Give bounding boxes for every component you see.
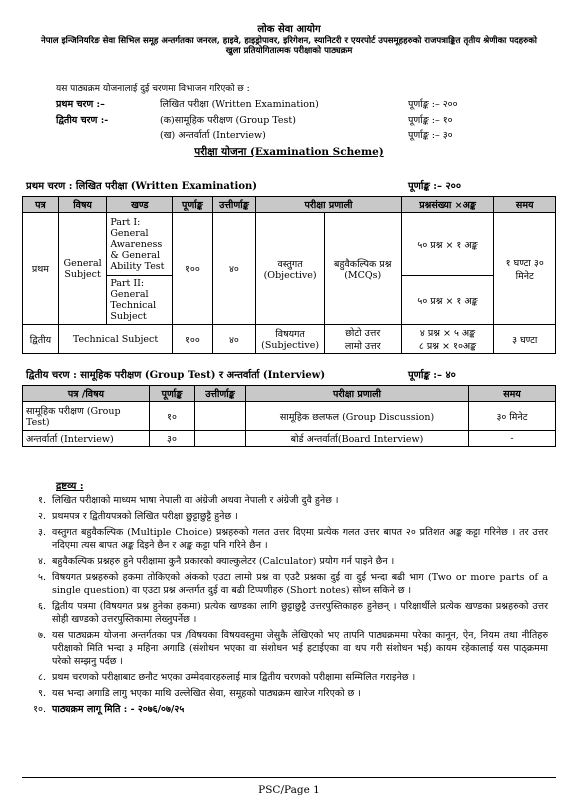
cell-exam-method xyxy=(324,325,401,354)
note-text: पाठ्यक्रम लागू मिति : - २०७६/०७/२५ xyxy=(52,704,185,715)
cell-exam-method: सामूहिक छलफल (Group Discussion) xyxy=(246,402,469,431)
table-row xyxy=(23,213,556,276)
cell-paper: प्रथम xyxy=(23,213,59,325)
cell-time: १ घण्टा ३० मिनेट xyxy=(494,213,556,325)
note-number: २. xyxy=(38,511,46,522)
method-long: लामो उत्तर xyxy=(344,341,381,352)
cell-pass-marks: ४० xyxy=(212,325,256,354)
note-number: ३. xyxy=(38,527,46,538)
notes-title: द्रष्टव्य : xyxy=(56,481,84,492)
list-item xyxy=(28,571,548,597)
list-item xyxy=(28,555,548,568)
note-text: यस भन्दा अगाडि लागु भएका माथि उल्लेखित सेवा, समूहको पाठ्यक्रम खारेज गरिएको छ । xyxy=(52,688,361,699)
intro-text: यस पाठ्यक्रम योजनालाई दुई चरणमा विभाजन गरिएको छ : xyxy=(56,84,250,94)
footer-divider xyxy=(22,777,556,778)
cell-part2: Part II: General Technical Subject xyxy=(107,276,173,325)
note-text: प्रथम चरणको परीक्षाबाट छनौट भएका उम्मेदवारहरुलाई मात्र द्वितीय चरणको परीक्षामा सम्मिलित गराइनेछ । xyxy=(52,672,416,683)
list-item xyxy=(28,494,548,507)
table-row xyxy=(23,325,556,354)
col-header: परीक्षा प्रणाली xyxy=(256,197,401,213)
col-header: प्रश्नसंख्या ×अङ्क xyxy=(401,197,494,213)
table-header-row xyxy=(23,386,556,402)
list-item xyxy=(28,671,548,684)
cell-time: ३ घण्टा xyxy=(494,325,556,354)
written-exam-table xyxy=(22,196,556,354)
note-text: यस पाठ्यक्रम योजना अन्तर्गतका पत्र /विषयका विषयवस्तुमा जेसुकै लेखिएको भए तापनि पाठ्यक्रममा परेका कानून, ऐन, नियम तथा नीतिहरु परीक्षाको मिति भन्दा ३ महिना अगाडि (संशोधन भएका वा संशोधन भई हटाईएका वा थप गरी संशोधन भई) कायम रहेकालाई यस पाठ्क्रममा परेको सम्झनु पर्दछ । xyxy=(52,630,548,667)
phase1-desc: लिखित परीक्षा (Written Examination) xyxy=(160,99,319,110)
col-header: उत्तीर्णाङ्क xyxy=(195,386,246,402)
list-item xyxy=(28,510,548,523)
col-header: पूर्णाङ्क xyxy=(173,197,212,213)
cell-time: - xyxy=(469,431,556,447)
cell-subject: अन्तर्वार्ता (Interview) xyxy=(23,431,150,447)
col-header: उत्तीर्णाङ्क xyxy=(212,197,256,213)
col-header: समय xyxy=(494,197,556,213)
col-header: खण्ड xyxy=(107,197,173,213)
commission-title: लोक सेवा आयोग xyxy=(257,24,321,35)
list-item xyxy=(28,687,548,700)
cell-exam-method: बहुवैकल्पिक प्रश्न (MCQs) xyxy=(324,213,401,325)
cell-subject: Technical Subject xyxy=(58,325,172,354)
note-number: ६. xyxy=(38,601,46,612)
section1-marks: पूर्णाङ्क :– २०० xyxy=(408,181,462,192)
table-row xyxy=(23,431,556,447)
note-number: १०. xyxy=(33,704,46,715)
cell-subject: General Subject xyxy=(58,213,106,325)
count-short: ४ प्रश्न × ५ अङ्क xyxy=(419,328,476,339)
cell-part1: Part I: General Awareness & General Ability Test xyxy=(107,213,173,276)
section2-title: द्वितीय चरण : सामूहिक परीक्षण (Group Test) र अन्तर्वार्ता (Interview) xyxy=(26,370,326,381)
cell-paper: द्वितीय xyxy=(23,325,59,354)
table-row xyxy=(23,402,556,431)
col-header: पत्र xyxy=(23,197,59,213)
cell-pass-marks xyxy=(195,431,246,447)
col-header: समय xyxy=(469,386,556,402)
cell-full-marks: १०० xyxy=(173,213,212,325)
phase1-label: प्रथम चरण :– xyxy=(56,99,105,110)
phase2a-desc: (क)सामूहिक परीक्षण (Group Test) xyxy=(160,115,296,126)
page-footer: PSC/Page 1 xyxy=(258,784,320,796)
scheme-title: परीक्षा योजना (Examination Scheme) xyxy=(194,146,384,158)
cell-exam-type: वस्तुगत (Objective) xyxy=(256,213,324,325)
note-text: बहुवैकल्पिक प्रश्नहरु हुने परीक्षामा कुनै प्रकारको क्याल्कुलेटर (Calculator) प्रयोग गर्न पाइने छैन । xyxy=(52,556,395,567)
note-number: ४. xyxy=(38,556,46,567)
table-header-row xyxy=(23,197,556,213)
note-number: ९. xyxy=(38,688,46,699)
cell-question-count: ५० प्रश्न × १ अङ्क xyxy=(401,276,494,325)
note-text: वस्तुगत बहुवैकल्पिक (Multiple Choice) प्रश्नहरुको गलत उत्तर दिएमा प्रत्येक गलत उत्तर बापत २० प्रतिशत अङ्क कट्टा गरिनेछ । तर उत्तर नदिएमा त्यस बापत अङ्क दिइने छैन र अङ्क कट्टा पनि गरिने छैन । xyxy=(52,527,548,551)
note-text: विषयगत प्रश्नहरुको हकमा तोकिएको अंकको एउटा लामो प्रश्न वा एउटै प्रश्नका दुई वा दुई भन्दा बढी भाग (Two or more parts of a single question) वा एउटा प्रश्न अन्तर्गत दुई वा बढी टिप्पणीहरु (Short notes) सोध्न सकिने छ । xyxy=(52,572,548,596)
phase2b-marks: पूर्णाङ्क :– ३० xyxy=(408,130,453,141)
note-text: प्रथमपत्र र द्वितीयपत्रको लिखित परीक्षा छुट्टाछुट्टै हुनेछ । xyxy=(52,511,238,522)
cell-pass-marks xyxy=(195,402,246,431)
note-number: ८. xyxy=(38,672,46,683)
cell-exam-type: विषयगत (Subjective) xyxy=(256,325,324,354)
cell-subject: सामूहिक परीक्षण (Group Test) xyxy=(23,402,150,431)
cell-question-count: ५० प्रश्न × १ अङ्क xyxy=(401,213,494,276)
note-text: लिखित परीक्षाको माध्यम भाषा नेपाली वा अंग्रेजी अथवा नेपाली र अंग्रेजी दुवै हुनेछ । xyxy=(52,495,339,506)
cell-pass-marks: ४० xyxy=(212,213,256,325)
group-test-table xyxy=(22,385,556,447)
note-text: द्वितीय पत्रमा (विषयगत प्रश्न हुनेका हकमा) प्रत्येक खण्डका लागि छुट्टाछुट्टै उत्तरपुस्तिकाहरु हुनेछन् । परिक्षार्थीले प्रत्येक खण्डका प्रश्नहरुको उत्तर सोही खण्डको उत्तरपुस्तिकामा लेख्नुपर्नेछ । xyxy=(52,601,548,625)
note-number: ५. xyxy=(38,572,46,583)
notes-list xyxy=(28,494,548,719)
phase2b-desc: (ख) अन्तर्वार्ता (Interview) xyxy=(160,130,266,141)
list-item xyxy=(28,629,548,668)
method-short: छोटो उत्तर xyxy=(345,328,381,339)
note-number: ७. xyxy=(38,630,46,641)
note-number: १. xyxy=(38,495,46,506)
list-item xyxy=(28,600,548,626)
cell-full-marks: १०० xyxy=(173,325,212,354)
col-header: विषय xyxy=(58,197,106,213)
list-item xyxy=(28,703,548,716)
cell-time: ३० मिनेट xyxy=(469,402,556,431)
col-header: पत्र /विषय xyxy=(23,386,150,402)
cell-full-marks: ३० xyxy=(150,431,195,447)
col-header: पूर्णाङ्क xyxy=(150,386,195,402)
col-header: परीक्षा प्रणाली xyxy=(246,386,469,402)
syllabus-subtitle: नेपाल इन्जिनियरिङ सेवा सिभिल समूह अन्तर्गतका जनरल, हाइवे, हाइड्रोपावर, इरिगेशन, स्यानिटरी र एयरपोर्ट उपसमूहहरुको राजपत्राङ्कित तृतीय श्रेणीका पदहरुको खुला प्रतियोगितात्मक परीक्षाको पाठ्यक्रम xyxy=(40,36,537,56)
section1-title: प्रथम चरण : लिखित परीक्षा (Written Examination) xyxy=(26,181,258,192)
cell-question-count xyxy=(401,325,494,354)
phase1-marks: पूर्णाङ्क :– २०० xyxy=(408,99,458,110)
count-long: ८ प्रश्न × १०अङ्क xyxy=(418,341,477,352)
section2-marks: पूर्णाङ्क :– ४० xyxy=(408,370,456,381)
phase2a-marks: पूर्णाङ्क :– १० xyxy=(408,115,453,126)
cell-exam-method: बोर्ड अन्तर्वार्ता(Board Interview) xyxy=(246,431,469,447)
list-item xyxy=(28,526,548,552)
cell-full-marks: १० xyxy=(150,402,195,431)
phase2-label: द्वितीय चरण :- xyxy=(56,115,109,126)
